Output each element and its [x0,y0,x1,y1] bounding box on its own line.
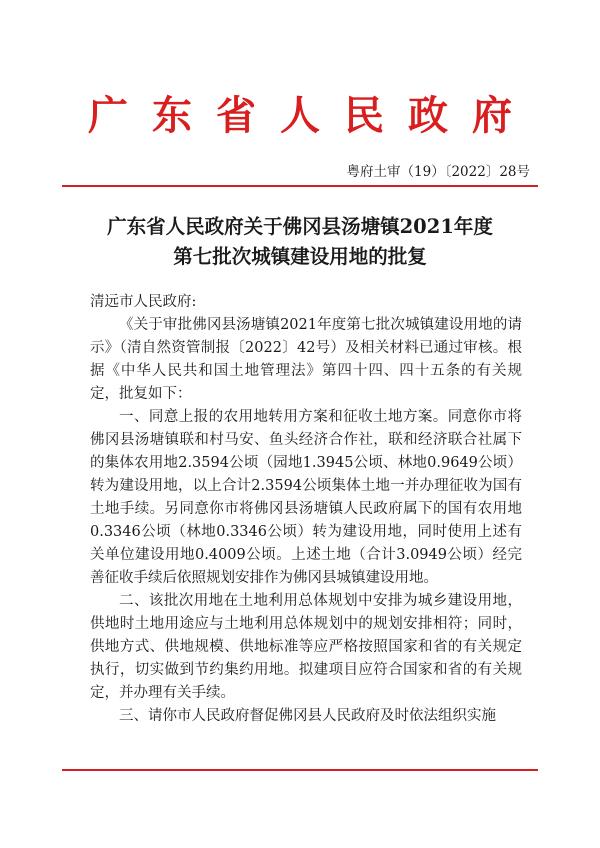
red-divider-bottom [62,769,538,771]
paragraph-item-3: 三、请你市人民政府督促佛冈县人民政府及时依法组织实施 [119,708,496,724]
red-divider-top [62,185,538,187]
issuer-masthead: 广东省人民政府 [88,92,536,139]
title-line-2: 第七批次城镇建设用地的批复 [173,245,427,268]
paragraph-request: 《关于审批佛冈县汤塘镇2021年度第七批次城镇建设用地的请示》（清自然资管制报〔2022〕42号）及相关材料已通过审核。根据《中华人民共和国土地管理法》第四十四、四十五条的有关规定，批复如下： [90,317,522,402]
paragraph-item-1: 一、同意上报的农用地转用方案和征收土地方案。同意你市将佛冈县汤塘镇联和村马安、鱼头经济合作社，联和经济联合社属下的集体农用地2.3594公顷（园地1.3945公顷、林地0.9649公顷）转为建设用地，以上合计2.3594公顷集体土地一并办理征收为国有土地手续。另同意你市将佛冈县汤塘镇人民政府属下的国有农用地0.3346公顷（林地0.3346公顷）转为建设用地，同时使用上述有关单位建设用地0.4009公顷。上述土地（合计3.0949公顷）经完善征收手续后依照规划安排作为佛冈县城镇建设用地。 [90,409,522,586]
document-body [90,291,522,728]
salutation: 清远市人民政府: [90,294,197,310]
document-title [62,212,538,272]
paragraph-item-2: 二、该批次用地在土地利用总体规划中安排为城乡建设用地，供地时土地用途应与土地利用总体规划中的规划安排相符；同时，供地方式、供地规模、供地标准等应严格按照国家和省的有关规定执行，切实做到节约集约用地。拟建项目应符合国家和省的有关规定，并办理有关手续。 [90,593,522,701]
document-number: 粤府土审（19）〔2022〕28号 [346,164,530,180]
title-line-1: 广东省人民政府关于佛冈县汤塘镇2021年度 [107,215,493,238]
